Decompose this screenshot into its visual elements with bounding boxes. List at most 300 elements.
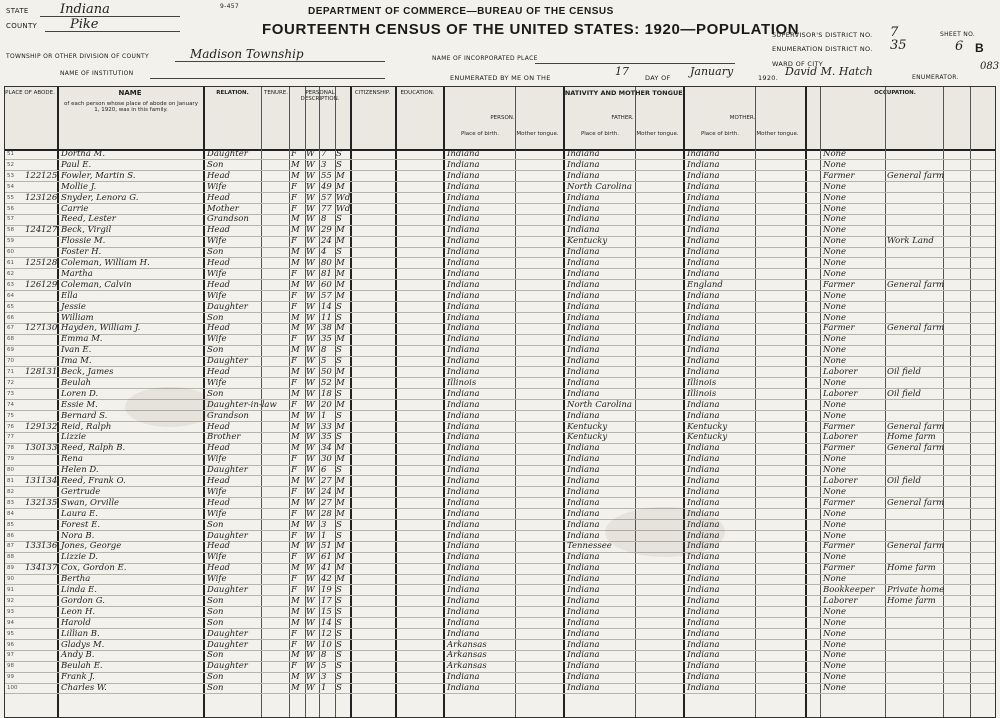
cell-age: 77 [321,203,332,214]
cell-relation: Wife [207,508,227,519]
cell-marital: S [336,301,342,312]
cell-occupation: None [823,159,847,170]
col-mother-tongue: Mother tongue. [756,131,799,137]
cell-marital: S [336,617,342,628]
cell-sex: F [291,465,297,476]
cell-industry: General farm [887,323,945,334]
cell-sex: M [291,247,300,258]
cell-occupation: Farmer [823,421,855,432]
cell-age: 8 [321,345,327,356]
cell-name: Carrie [61,203,89,214]
cell-relation: Head [207,258,230,268]
cell-industry [887,193,943,203]
cell-father-birth: Indiana [567,388,600,399]
table-row [5,574,995,585]
cell-dwelling [25,291,41,301]
cell-race: W [306,388,315,399]
cell-dwelling: 128 [25,367,42,377]
cell-father-birth: Indiana [567,672,600,683]
cell-relation: Grandson [207,410,249,421]
cell-age: 6 [321,465,327,476]
cell-occupation: Farmer [823,323,855,334]
cell-marital: M [336,181,345,192]
cell-dwelling [25,531,41,541]
cell-father-birth: Indiana [567,149,600,159]
cell-relation: Son [207,345,224,356]
table-row [5,563,995,574]
cell-mother-birth: Indiana [687,508,720,519]
cell-race: W [306,595,315,606]
cell-age: 17 [321,595,332,606]
cell-occupation: Bookkeeper [823,585,875,595]
cell-sex: M [291,258,300,268]
cell-birth: Indiana [447,323,480,334]
cell-mother-birth: Indiana [687,170,720,181]
cell-relation: Head [207,476,230,486]
cell-family [41,683,57,693]
table-row [5,149,995,160]
cell-age: 60 [321,279,332,290]
cell-father-birth: Indiana [567,639,600,650]
table-row [5,204,995,215]
cell-family [41,629,57,639]
cell-race: W [306,476,315,486]
line-number: 53 [7,172,14,179]
cell-industry [887,411,943,421]
cell-name: Mollie J. [61,181,97,192]
cell-dwelling [25,650,41,660]
cell-relation: Daughter [207,628,248,639]
cell-father-birth: Kentucky [567,421,608,432]
cell-relation: Wife [207,486,227,497]
cell-dwelling: 129 [25,421,42,432]
cell-father-birth: North Carolina [567,399,632,410]
cell-occupation: Laborer [823,476,858,486]
cell-sex: M [291,672,300,683]
cell-sex: M [291,497,300,508]
cell-mother-birth: Indiana [687,606,720,617]
col-father: FATHER. [611,115,634,121]
cell-sex: M [291,432,300,443]
line-number: 86 [7,532,14,539]
cell-age: 51 [321,541,332,552]
cell-dwelling [25,574,41,584]
cell-father-birth: Indiana [567,192,600,203]
cell-mother-birth: Kentucky [687,421,728,432]
cell-occupation: Farmer [823,541,855,552]
cell-marital: S [336,356,342,367]
cell-occupation: Farmer [823,279,855,290]
cell-relation: Wife [207,454,227,465]
cell-age: 15 [321,606,332,617]
cell-relation: Son [207,617,224,628]
cell-mother-birth: Indiana [687,410,720,421]
cell-industry [887,204,943,214]
cell-father-birth: Indiana [567,650,600,661]
cell-mother-birth: Indiana [687,345,720,356]
cell-family [41,520,57,530]
line-number: 54 [7,183,14,190]
cell-occupation: Laborer [823,595,858,606]
col-mother: MOTHER. [729,115,756,121]
cell-relation: Daughter [207,149,248,159]
cell-mother-birth: Indiana [687,585,720,595]
cell-sex: M [291,225,300,236]
line-number: 79 [7,456,14,463]
line-number: 91 [7,587,14,593]
cell-name: Cox, Gordon E. [61,563,127,574]
cell-occupation: None [823,683,847,694]
cell-race: W [306,563,315,574]
cell-race: W [306,170,315,181]
cell-family [41,378,57,388]
cell-mother-birth: Indiana [687,323,720,334]
cell-age: 35 [321,432,332,443]
cell-mother-birth: Indiana [687,476,720,486]
cell-occupation: None [823,258,847,268]
cell-marital: M [336,563,345,574]
cell-relation: Head [207,323,230,334]
supervisor-label: SUPERVISOR'S DISTRICT NO. [772,31,873,39]
cell-dwelling [25,520,41,530]
cell-sex: F [291,530,297,541]
cell-father-birth: Indiana [567,465,600,476]
cell-mother-birth: Indiana [687,443,720,454]
cell-relation: Wife [207,552,227,563]
cell-industry [887,487,943,497]
cell-relation: Brother [207,432,241,443]
cell-mother-birth: Indiana [687,683,720,694]
cell-industry [887,531,943,541]
cell-relation: Daughter [207,639,248,650]
cell-relation: Head [207,225,230,236]
cell-occupation: None [823,268,847,279]
cell-family [41,640,57,650]
cell-father-birth: Indiana [567,377,600,388]
cell-sex: M [291,345,300,356]
cell-relation: Son [207,606,224,617]
cell-sex: F [291,301,297,312]
cell-sex: M [291,683,300,694]
incorporated-label: NAME OF INCORPORATED PLACE [432,55,538,62]
cell-family [41,607,57,617]
cell-name: Lillian B. [61,628,100,639]
cell-occupation: None [823,290,847,301]
table-row [5,443,995,454]
cell-relation: Wife [207,181,227,192]
cell-age: 12 [321,628,332,639]
line-number: 100 [7,685,18,692]
cell-mother-birth: Indiana [687,214,720,225]
cell-industry: Home farm [887,563,936,574]
cell-birth: Indiana [447,672,480,683]
table-row [5,487,995,498]
cell-mother-birth: Indiana [687,563,720,574]
cell-sex: M [291,214,300,225]
cell-occupation: None [823,236,847,247]
cell-race: W [306,672,315,683]
cell-birth: Indiana [447,410,480,421]
institution-label: NAME OF INSTITUTION [60,70,134,77]
cell-birth: Indiana [447,388,480,399]
cell-industry [887,356,943,366]
cell-race: W [306,650,315,661]
cell-marital: M [336,225,345,236]
cell-name: Loren D. [61,388,99,399]
cell-birth: Indiana [447,574,480,585]
cell-marital: S [336,247,342,258]
cell-race: W [306,181,315,192]
cell-race: W [306,399,315,410]
cell-marital: S [336,530,342,541]
cell-father-birth: Indiana [567,595,600,606]
cell-family [41,400,57,410]
cell-birth: Indiana [447,149,480,159]
table-row [5,672,995,683]
table-row [5,214,995,225]
line-number: 64 [7,292,14,299]
cell-age: 14 [321,301,332,312]
line-number: 92 [7,597,14,604]
cell-dwelling [25,302,41,312]
cell-age: 3 [321,672,327,683]
cell-birth: Indiana [447,301,480,312]
cell-family: 128 [41,258,58,268]
cell-mother-birth: Indiana [687,595,720,606]
table-row [5,476,995,487]
cell-name: Hayden, William J. [61,323,141,334]
cell-dwelling [25,465,41,475]
cell-name: Coleman, Calvin [61,279,132,290]
table-row [5,465,995,476]
table-row [5,650,995,661]
cell-birth: Indiana [447,585,480,595]
cell-mother-birth: Indiana [687,192,720,203]
cell-industry: Home farm [887,432,936,443]
cell-birth: Indiana [447,454,480,465]
cell-industry [887,574,943,584]
cell-name: Dortha M. [61,149,106,159]
cell-industry [887,225,943,235]
cell-birth: Indiana [447,486,480,497]
cell-race: W [306,443,315,454]
cell-occupation: None [823,574,847,585]
cell-family [41,345,57,355]
cell-family [41,487,57,497]
cell-family: 137 [41,563,58,574]
cell-father-birth: Indiana [567,486,600,497]
cell-age: 24 [321,236,332,247]
cell-birth: Indiana [447,345,480,356]
cell-family [41,204,57,214]
county-value: Pike [70,17,99,32]
cell-dwelling [25,487,41,497]
cell-occupation: None [823,214,847,225]
cell-age: 3 [321,519,327,530]
cell-birth: Indiana [447,367,480,377]
table-row [5,182,995,193]
cell-family: 131 [41,367,58,377]
cell-marital: S [336,465,342,476]
cell-race: W [306,508,315,519]
table-row [5,498,995,509]
cell-age: 1 [321,530,327,541]
cell-name: Beulah E. [61,661,103,672]
cell-race: W [306,639,315,650]
cell-occupation: None [823,377,847,388]
line-number: 80 [7,467,14,474]
cell-occupation: Laborer [823,432,858,443]
township-value: Madison Township [190,47,304,61]
table-row [5,520,995,531]
cell-sex: F [291,334,297,345]
cell-marital: M [336,574,345,585]
cell-dwelling: 134 [25,563,42,574]
cell-mother-birth: Indiana [687,159,720,170]
cell-sex: F [291,192,297,203]
cell-relation: Son [207,650,224,661]
cell-relation: Son [207,683,224,694]
cell-race: W [306,203,315,214]
line-number: 61 [7,260,14,266]
cell-father-birth: Indiana [567,301,600,312]
cell-dwelling [25,236,41,246]
cell-name: Charles W. [61,683,107,694]
cell-dwelling [25,629,41,639]
cell-sex: F [291,552,297,563]
line-number: 75 [7,412,14,419]
cell-race: W [306,432,315,443]
cell-name: Leon H. [61,606,96,617]
cell-industry [887,520,943,530]
cell-dwelling: 130 [25,443,42,454]
line-number: 51 [7,151,14,157]
cell-age: 8 [321,650,327,661]
cell-dwelling [25,389,41,399]
cell-dwelling: 126 [25,279,42,290]
cell-industry [887,629,943,639]
cell-mother-birth: Indiana [687,519,720,530]
cell-sex: M [291,443,300,454]
line-number: 63 [7,281,14,288]
cell-father-birth: Indiana [567,574,600,585]
cell-industry [887,683,943,693]
page-stamp: 083 [980,61,1000,72]
cell-marital: M [336,497,345,508]
cell-relation: Head [207,421,230,432]
cell-age: 1 [321,410,327,421]
cell-occupation: None [823,650,847,661]
cell-father-birth: Indiana [567,443,600,454]
cell-name: Linda E. [61,585,97,595]
cell-marital: S [336,312,342,323]
cell-family: 127 [41,225,58,236]
cell-relation: Wife [207,236,227,247]
cell-mother-birth: Indiana [687,672,720,683]
cell-family [41,672,57,682]
line-number: 67 [7,325,14,332]
cell-race: W [306,486,315,497]
cell-marital: Wd [336,192,351,203]
cell-name: Rena [61,454,83,465]
cell-age: 4 [321,247,327,258]
cell-name: William [61,312,94,323]
cell-name: Laura E. [61,508,98,519]
cell-birth: Indiana [447,247,480,258]
cell-family [41,531,57,541]
cell-marital: M [336,508,345,519]
cell-industry [887,400,943,410]
cell-family [41,214,57,224]
cell-age: 18 [321,388,332,399]
line-number: 98 [7,663,14,670]
cell-name: Forest E. [61,519,101,530]
cell-occupation: None [823,530,847,541]
cell-race: W [306,574,315,585]
cell-industry: General farm [887,497,945,508]
cell-occupation: None [823,410,847,421]
cell-name: Lizzie [61,432,87,443]
cell-birth: Indiana [447,181,480,192]
cell-industry [887,650,943,660]
cell-birth: Indiana [447,628,480,639]
cell-marital: S [336,683,342,694]
cell-race: W [306,552,315,563]
cell-dwelling [25,432,41,442]
cell-sex: F [291,203,297,214]
col-person-birth: Place of birth. [460,131,500,137]
cell-dwelling [25,214,41,224]
cell-dwelling [25,345,41,355]
cell-relation: Grandson [207,214,249,225]
enumerator-name: David M. Hatch [785,65,873,78]
cell-marital: S [336,628,342,639]
cell-race: W [306,290,315,301]
cell-name: Gertrude [61,486,101,497]
cell-race: W [306,279,315,290]
cell-sex: M [291,519,300,530]
cell-relation: Wife [207,290,227,301]
cell-relation: Daughter [207,530,248,541]
cell-occupation: None [823,508,847,519]
cell-sex: M [291,617,300,628]
cell-industry: Oil field [887,367,921,377]
cell-sex: M [291,421,300,432]
department-title: DEPARTMENT OF COMMERCE—BUREAU OF THE CENSUS [308,6,614,17]
cell-dwelling: 125 [25,258,42,268]
cell-relation: Wife [207,377,227,388]
cell-marital: M [336,279,345,290]
cell-father-birth: Indiana [567,159,600,170]
cell-sex: M [291,367,300,377]
col-name-sub: of each person whose place of abode on January 1, 1920, was in this family. [64,101,198,114]
line-number: 69 [7,347,14,354]
sheet-label: SHEET NO. [940,31,976,38]
cell-father-birth: Indiana [567,552,600,563]
cell-relation: Daughter [207,585,248,595]
cell-race: W [306,192,315,203]
table-row [5,193,995,204]
cell-father-birth: Indiana [567,225,600,236]
table-row [5,313,995,324]
day-of-label: DAY OF [645,74,671,82]
col-place-of-abode: PLACE OF ABODE. [5,90,55,96]
cell-mother-birth: Indiana [687,356,720,367]
cell-sex: M [291,323,300,334]
cell-age: 52 [321,377,332,388]
line-number: 81 [7,478,14,484]
cell-sex: F [291,585,297,595]
